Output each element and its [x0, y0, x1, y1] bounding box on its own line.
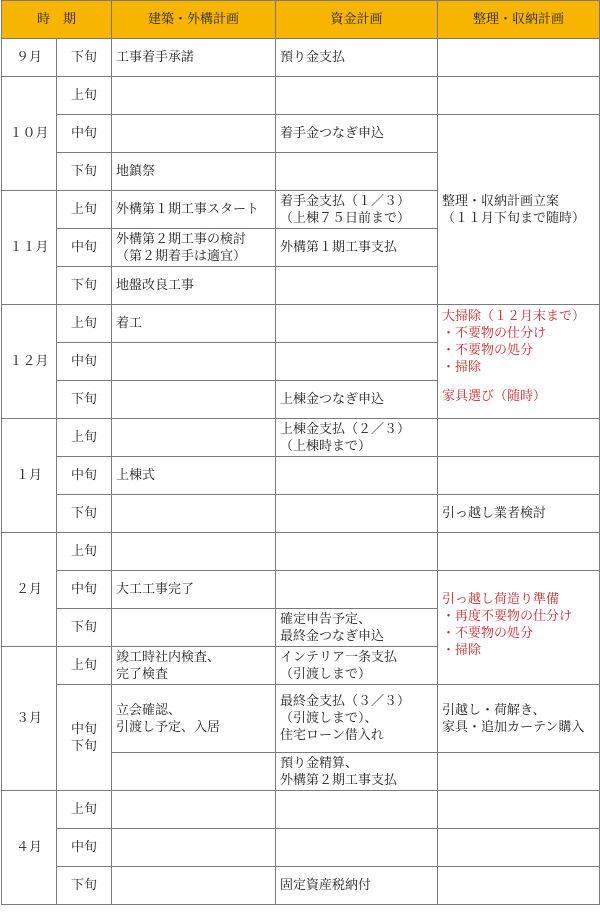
finance-cell [276, 571, 438, 609]
finance-cell [276, 267, 438, 305]
construction-cell [112, 647, 276, 685]
storage-cell [438, 457, 600, 495]
construction-cell [112, 829, 276, 867]
construction-line: 完了検査 [116, 666, 169, 682]
storage-moving-line: ・掃除 [442, 643, 482, 658]
period-label: 下旬 [57, 153, 112, 191]
table-row [2, 829, 600, 867]
finance-cell [276, 609, 438, 647]
construction-cell: 地鎮祭 [112, 153, 276, 191]
table-row [2, 571, 600, 609]
finance-cell: 預り金支払 [276, 39, 438, 77]
storage-furniture-line: 家具選び（随時） [442, 389, 547, 404]
month-label: １月 [2, 419, 57, 533]
finance-line: インテリア一条支払 [280, 649, 398, 665]
finance-cell [276, 77, 438, 115]
table-row [2, 685, 600, 753]
construction-cell [112, 753, 276, 791]
finance-line: （上棟時まで） [280, 438, 372, 454]
table-row [2, 791, 600, 829]
construction-cell: 着工 [112, 305, 276, 343]
period-label: 中旬 [57, 571, 112, 609]
period-label: 下旬 [57, 609, 112, 647]
storage-cleaning-line: ・掃除 [442, 360, 482, 375]
finance-cell [276, 829, 438, 867]
storage-cleaning-line: ・不要物の処分 [442, 343, 534, 358]
construction-cell [112, 381, 276, 419]
storage-cleaning-line: ・不要物の仕分け [442, 326, 547, 341]
finance-cell [276, 533, 438, 571]
construction-cell: 大工工事完了 [112, 571, 276, 609]
finance-cell [276, 191, 438, 229]
period-label: 中旬 [57, 829, 112, 867]
construction-cell [112, 685, 276, 753]
storage-cell [438, 419, 600, 457]
construction-cell [112, 115, 276, 153]
month-label: １１月 [2, 191, 57, 305]
period-label: 中旬 [57, 115, 112, 153]
storage-cell [438, 39, 600, 77]
finance-cell: 固定資産税納付 [276, 867, 438, 905]
construction-line: 竣工時社内検査、 [116, 649, 221, 665]
construction-cell [112, 495, 276, 533]
storage-plan-line: （１１月下旬まで随時） [442, 210, 586, 226]
storage-moving-line: 引っ越し荷造り準備 [442, 592, 560, 607]
finance-line: 住宅ローン借入れ [280, 728, 384, 743]
period-line: 中旬 [71, 721, 98, 737]
period-label: 下旬 [57, 267, 112, 305]
construction-cell [112, 419, 276, 457]
finance-line: 預り金精算、 [280, 755, 359, 771]
storage-cell [438, 685, 600, 753]
finance-line: 最終金つなぎ申込 [280, 628, 385, 644]
header-storage: 整理・収納計画 [438, 1, 600, 39]
storage-moving-line: ・不要物の処分 [442, 626, 534, 641]
period-label: 上旬 [57, 647, 112, 685]
table-row [2, 115, 600, 153]
construction-cell [112, 533, 276, 571]
period-label: 上旬 [57, 77, 112, 115]
table-row [2, 457, 600, 495]
period-label: 上旬 [57, 191, 112, 229]
construction-cell [112, 77, 276, 115]
storage-cleaning-line: 大掃除（１２月末まで） [442, 309, 586, 324]
finance-line: 上棟金支払（２／３） [280, 421, 411, 437]
month-label: ２月 [2, 533, 57, 647]
period-label: 上旬 [57, 305, 112, 343]
header-period: 時 期 [2, 1, 112, 39]
header-finance: 資金計画 [276, 1, 438, 39]
finance-cell [276, 419, 438, 457]
finance-line: 最終金支払（３／３） [280, 694, 411, 709]
schedule-table [1, 0, 600, 905]
construction-cell: 工事着手承諾 [112, 39, 276, 77]
finance-cell [276, 791, 438, 829]
storage-cell [438, 829, 600, 867]
period-label: 中旬 [57, 343, 112, 381]
construction-cell [112, 791, 276, 829]
storage-cell [438, 867, 600, 905]
finance-cell: 外構第１期工事支払 [276, 229, 438, 267]
month-label: ９月 [2, 39, 57, 77]
period-line: 下旬 [71, 738, 98, 754]
period-label: 下旬 [57, 495, 112, 533]
finance-cell [276, 753, 438, 791]
period-label: 上旬 [57, 791, 112, 829]
storage-line: 引越し・荷解き、 [442, 702, 546, 718]
finance-cell [276, 343, 438, 381]
construction-cell: 外構第１期工事スタート [112, 191, 276, 229]
month-label: ４月 [2, 791, 57, 905]
table-row [2, 495, 600, 533]
table-row [2, 533, 600, 571]
finance-cell: 上棟金つなぎ申込 [276, 381, 438, 419]
storage-plan-line: 整理・収納計画立案 [442, 193, 560, 209]
table-row [2, 77, 600, 115]
finance-line: （引渡しまで） [280, 666, 372, 682]
storage-moving-line: ・再度不要物の仕分け [442, 609, 573, 624]
finance-line: 外構第２期工事支払 [280, 772, 398, 788]
period-label: 上旬 [57, 419, 112, 457]
finance-line: 確定申告予定、 [280, 611, 372, 627]
storage-cell [438, 533, 600, 571]
period-label: 上旬 [57, 533, 112, 571]
header-construction: 建築・外構計画 [112, 1, 276, 39]
storage-cell [438, 791, 600, 829]
finance-cell [276, 153, 438, 191]
finance-line: （上棟７５日前まで） [280, 210, 411, 226]
period-label [57, 685, 112, 791]
month-label: １２月 [2, 305, 57, 419]
month-label: １０月 [2, 77, 57, 191]
construction-line: 引渡し予定、入居 [116, 719, 221, 735]
construction-line: （第２期着手は適宜） [116, 248, 247, 264]
table-row [2, 39, 600, 77]
construction-line: 外構第２期工事の検討 [116, 231, 247, 247]
period-label: 中旬 [57, 457, 112, 495]
period-label: 下旬 [57, 867, 112, 905]
table-row [2, 867, 600, 905]
construction-cell: 地盤改良工事 [112, 267, 276, 305]
month-label: ３月 [2, 647, 57, 791]
finance-cell [276, 305, 438, 343]
storage-cell [438, 77, 600, 115]
finance-cell [276, 685, 438, 753]
construction-cell [112, 343, 276, 381]
finance-cell: 着手金つなぎ申込 [276, 115, 438, 153]
storage-cell [438, 753, 600, 791]
construction-cell: 上棟式 [112, 457, 276, 495]
table-row [2, 419, 600, 457]
header-row [2, 1, 600, 39]
finance-line: 着手金支払（１／３） [280, 193, 411, 209]
construction-cell [112, 609, 276, 647]
storage-moving-prep-cell [438, 571, 600, 685]
finance-cell [276, 647, 438, 685]
construction-line: 立会確認、 [116, 702, 182, 718]
construction-cell [112, 867, 276, 905]
storage-cleaning-cell [438, 305, 600, 419]
period-label: 下旬 [57, 381, 112, 419]
finance-cell [276, 495, 438, 533]
table-row [2, 305, 600, 343]
construction-cell [112, 229, 276, 267]
storage-cell: 引っ越し業者検討 [438, 495, 600, 533]
storage-plan-cell [438, 115, 600, 305]
period-label: 中旬 [57, 229, 112, 267]
finance-cell [276, 457, 438, 495]
finance-line: （引渡しまで）、 [280, 711, 378, 726]
storage-line: 家具・追加カーテン購入 [442, 719, 585, 735]
period-label: 下旬 [57, 39, 112, 77]
